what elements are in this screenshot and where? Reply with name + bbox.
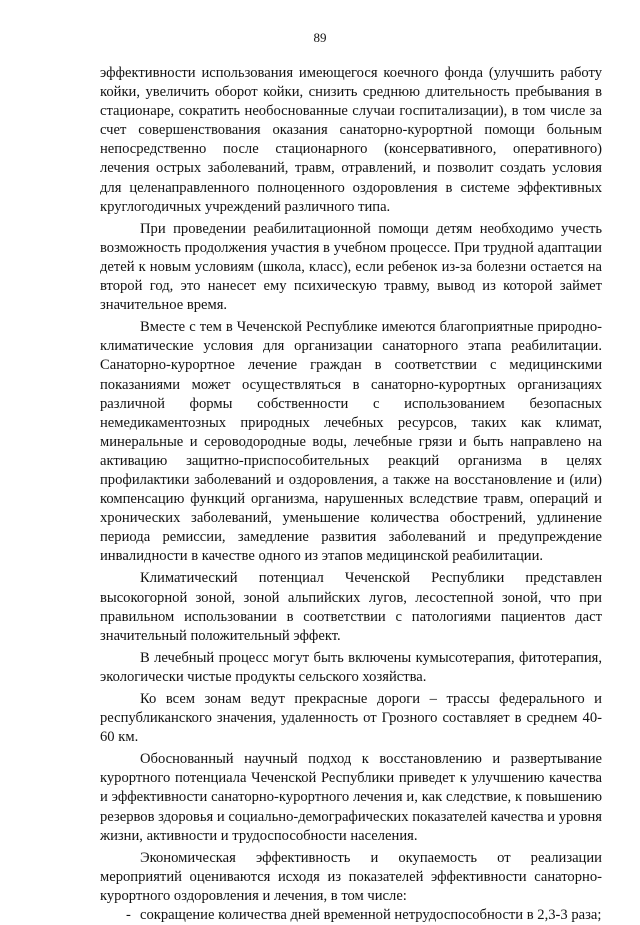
- paragraph-continuation: эффективности использования имеющегося коечного фонда (улучшить работу койки, увеличить оборот койки, снизить среднюю длительность пребывания в стационаре, сократить необоснованные случаи госпитализации), в том числе за счет совершенствования оказания санаторно-курортной помощи больным непосредственно после стационарного (консервативного, оперативного) лечения острых заболеваний, травм, отравлений, и позволит создать условия для целенаправленного полноценного оздоровления в системе эффективных круглогодичных учреждений различного типа.: [100, 65, 602, 215]
- list-item: [100, 906, 602, 925]
- list-item-text: сокращение количества дней временной нетрудоспособности в 2,3-3 раза;: [140, 907, 602, 924]
- list-bullet: -: [126, 907, 131, 924]
- paragraph-sanatorium-conditions: Вместе с тем в Чеченской Республике имеются благоприятные природно-климатические условия для организации санаторного этапа реабилитации. Санаторно-курортное лечение граждан в соответствии с медицинскими показаниями может осуществляться в санаторно-курортных организациях различной формы собственности с использованием безопасных немедикаментозных природных лечебных ресурсов, таких как климат, минеральные и сероводородные воды, лечебные грязи и быть направлено на активацию защитно-приспособительных реакций организма в целях профилактики заболеваний и оздоровления, а также на восстановление и (или) компенсацию функций организма, нарушенных вследствие травм, операций и хронических заболеваний, уменьшение количества обострений, удлинение периода ремиссии, замедление развития заболеваний и предупреждение инвалидности в качестве одного из этапов медицинской реабилитации.: [100, 319, 602, 565]
- paragraph-economic-efficiency: Экономическая эффективность и окупаемость от реализации мероприятий оцениваются исходя из показателей эффективности санаторно-курортного оздоровления и лечения, в том числе:: [100, 849, 602, 904]
- efficiency-list: [100, 906, 602, 925]
- page-number: 89: [313, 30, 327, 45]
- paragraph-scientific-approach: Обоснованный научный подход к восстановлению и развертывание курортного потенциала Чеченской Республики приведет к улучшению качества и эффективности санаторно-курортного лечения и, как следствие, к повышению резервов здоровья и социально-демографических показателей качества и уровня жизни, активности и трудоспособности населения.: [100, 751, 602, 844]
- paragraph-climatic-potential: Климатический потенциал Чеченской Республики представлен высокогорной зоной, зоной альпийских лугов, лесостепной зоной, что при правильном использовании в соответствии с патологиями пациентов даст значительный положительный эффект.: [100, 570, 602, 644]
- document-body: [100, 64, 602, 925]
- paragraph-children-rehabilitation: При проведении реабилитационной помощи детям необходимо учесть возможность продолжения участия в учебном процессе. При трудной адаптации детей к новым условиям (школа, класс), если ребенок из-за болезни остается на второй год, это нанесет ему психическую травму, вывод из которой займет значительное время.: [100, 220, 602, 314]
- paragraph-treatment-process: В лечебный процесс могут быть включены кумысотерапия, фитотерапия, экологически чистые продукты сельского хозяйства.: [100, 649, 602, 685]
- paragraph-roads: Ко всем зонам ведут прекрасные дороги – трассы федерального и республиканского значения, удаленность от Грозного составляет в среднем 40-60 км.: [100, 691, 602, 746]
